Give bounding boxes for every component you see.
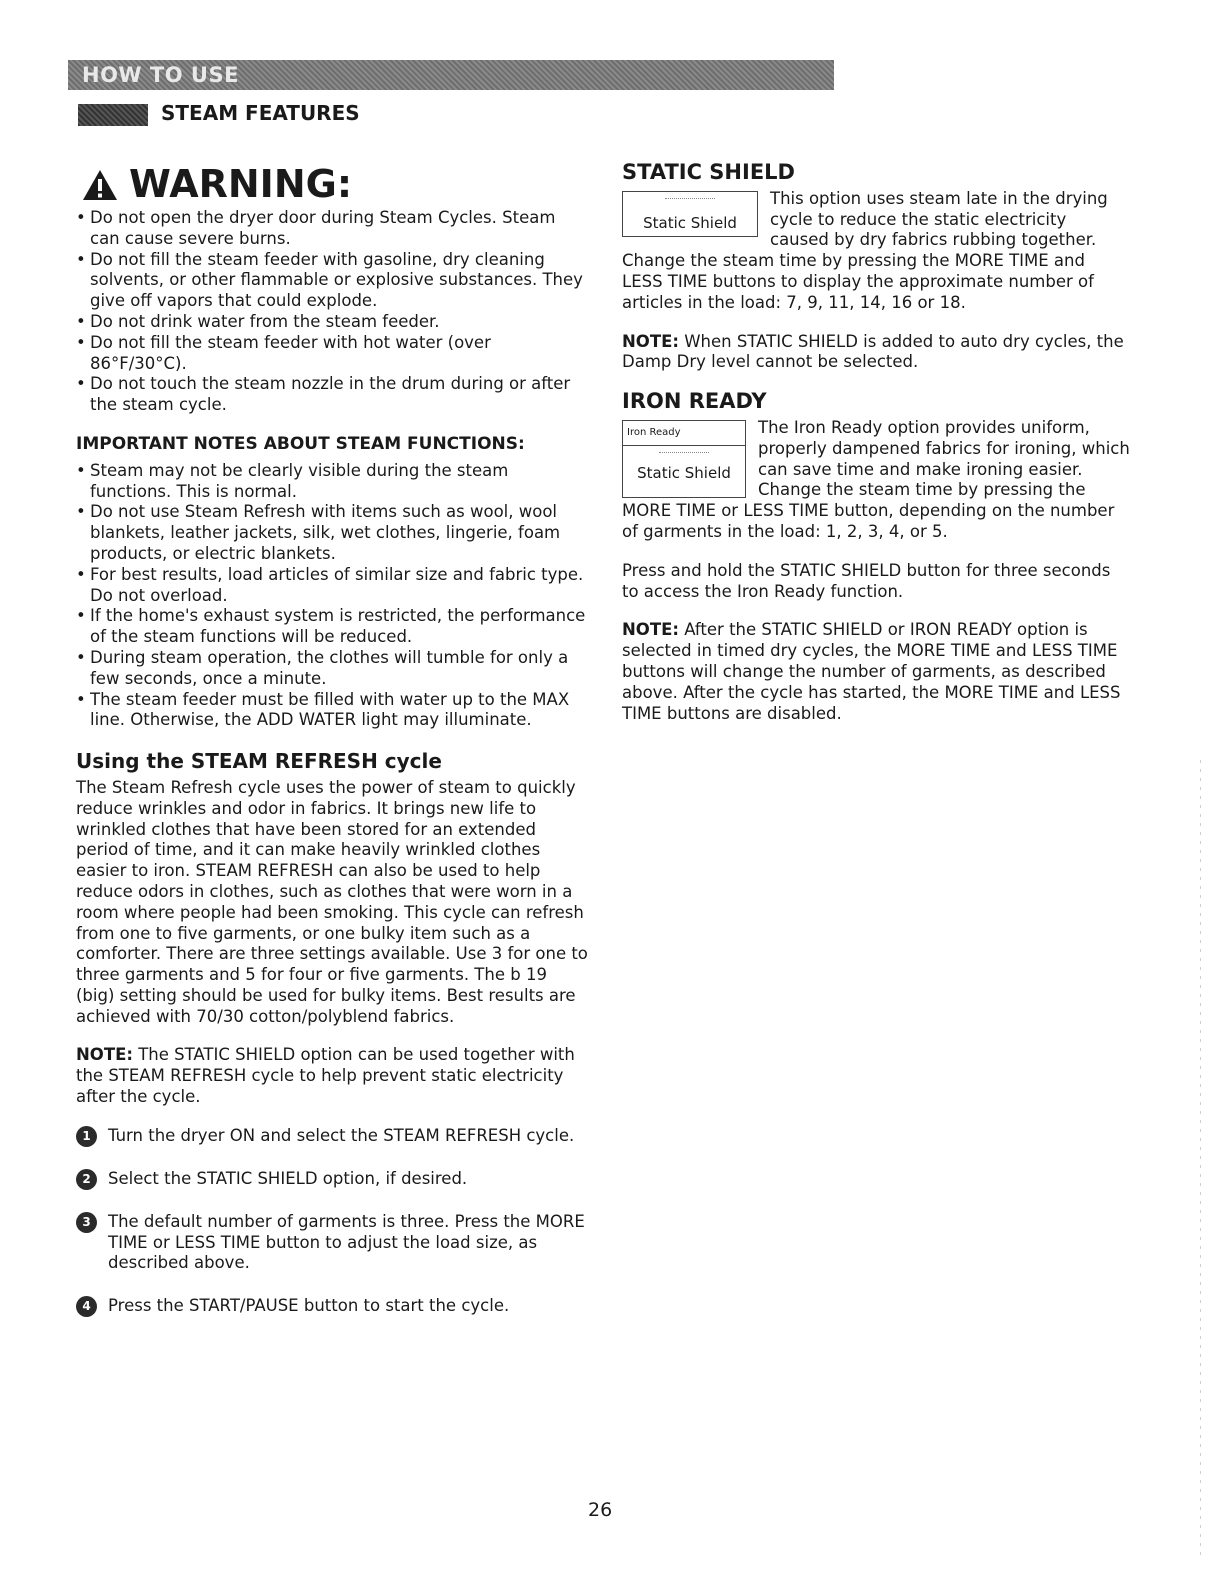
right-column — [622, 162, 1130, 724]
important-note-item: • For best results, load articles of similar size and fabric type. Do not overload. — [76, 565, 588, 607]
static-shield-button-label: Static Shield — [637, 463, 731, 482]
static-shield-heading: STATIC SHIELD — [622, 160, 795, 184]
step-number-icon: 4 — [76, 1296, 97, 1317]
step-text: Turn the dryer ON and select the STEAM REFRESH cycle. — [108, 1125, 575, 1145]
step-number-icon: 3 — [76, 1212, 97, 1233]
note-text: The STATIC SHIELD option can be used together with the STEAM REFRESH cycle to help prevent static electricity after the cycle. — [76, 1045, 575, 1107]
steam-refresh-heading: Using the STEAM REFRESH cycle — [76, 749, 442, 774]
steam-refresh-note — [76, 1045, 588, 1107]
step-item — [76, 1126, 588, 1147]
iron-ready-note — [622, 620, 1130, 724]
step-text: Press the START/PAUSE button to start the cycle. — [108, 1296, 510, 1316]
static-shield-button-label: Static Shield — [643, 213, 737, 232]
steam-refresh-steps — [76, 1126, 588, 1317]
important-note-item: • Steam may not be clearly visible during the steam functions. This is normal. — [76, 461, 588, 503]
left-column — [76, 208, 588, 1339]
important-note-item: • If the home's exhaust system is restricted, the performance of the steam functions will be reduced. — [76, 606, 588, 648]
steam-refresh-body: The Steam Refresh cycle uses the power of steam to quickly reduce wrinkles and odor in fabrics. It brings new life to wrinkled clothes that have been stored for an extended period of time, and it can make heavily wrinkled clothes easier to iron. STEAM REFRESH can also be used to help reduce odors in clothes, such as clothes that were worn in a room where people had been smoking. This cycle can refresh from one to five garments, or one bulky item such as a comforter. There are three settings available. Use 3 for one to three garments and 5 for four or five garments. The b 19 (big) setting should be used for bulky items. Best results are achieved with 70/30 cotton/polyblend fabrics. — [76, 777, 588, 1026]
warning-item: • Do not fill the steam feeder with hot water (over 86°F/30°C). — [76, 333, 588, 375]
step-item — [76, 1169, 588, 1190]
static-shield-button-image — [622, 191, 758, 237]
indicator-light — [665, 198, 715, 200]
step-number-icon: 1 — [76, 1126, 97, 1147]
important-notes-list — [76, 461, 588, 731]
important-note-item: • During steam operation, the clothes will tumble for only a few seconds, once a minute. — [76, 648, 588, 690]
warning-title: WARNING: — [129, 162, 353, 206]
scan-artifact — [1200, 760, 1201, 1560]
warning-triangle-icon — [81, 168, 119, 202]
header-banner — [68, 60, 834, 90]
note-label: NOTE: — [622, 620, 679, 640]
iron-ready-heading: IRON READY — [622, 389, 767, 414]
step-text: Select the STATIC SHIELD option, if desired. — [108, 1168, 468, 1188]
note-label: NOTE: — [76, 1045, 133, 1065]
iron-ready-button-image — [622, 420, 746, 498]
indicator-light — [659, 452, 709, 454]
warning-item: • Do not fill the steam feeder with gasoline, dry cleaning solvents, or other flammable or explosive substances. They give off vapors that could explode. — [76, 250, 588, 312]
iron-ready-body-2: Press and hold the STATIC SHIELD button for three seconds to access the Iron Ready function. — [622, 560, 1111, 601]
iron-ready-body: The Iron Ready option provides uniform, properly dampened fabrics for ironing, which can save time and make ironing easier. Change the steam time by pressing the MORE TIME or LESS TIME button, depending on the number of garments in the load: 1, 2, 3, 4, or 5. — [622, 417, 1130, 541]
note-label: NOTE: — [622, 331, 679, 351]
warning-item: • Do not drink water from the steam feeder. — [76, 312, 588, 333]
section-marker — [78, 104, 148, 126]
warning-item: • Do not touch the steam nozzle in the drum during or after the steam cycle. — [76, 374, 588, 416]
static-shield-note — [622, 332, 1130, 374]
important-notes-heading: IMPORTANT NOTES ABOUT STEAM FUNCTIONS: — [76, 433, 525, 454]
important-note-item: • The steam feeder must be filled with water up to the MAX line. Otherwise, the ADD WATER light may illuminate. — [76, 690, 588, 732]
step-item — [76, 1212, 588, 1274]
warning-list — [76, 208, 588, 416]
section-title: STEAM FEATURES — [161, 101, 360, 125]
step-number-icon: 2 — [76, 1169, 97, 1190]
iron-ready-label: Iron Ready — [623, 421, 745, 446]
page-number: 26 — [588, 1499, 613, 1521]
warning-item: • Do not open the dryer door during Steam Cycles. Steam can cause severe burns. — [76, 208, 588, 250]
note-text: After the STATIC SHIELD or IRON READY option is selected in timed dry cycles, the MORE TIME and LESS TIME buttons will change the number of garments, as described above. After the cycle has started, the MORE TIME and LESS TIME buttons are disabled. — [622, 620, 1121, 723]
static-shield-body: This option uses steam late in the drying cycle to reduce the static electricity caused by dry fabrics rubbing together. Change the steam time by pressing the MORE TIME and LESS TIME buttons to display the approximate number of articles in the load: 7, 9, 11, 14, 16 or 18. — [622, 188, 1108, 312]
banner-title: HOW TO USE — [82, 63, 239, 87]
note-text: When STATIC SHIELD is added to auto dry cycles, the Damp Dry level cannot be selected. — [622, 331, 1124, 372]
step-item — [76, 1296, 588, 1317]
important-note-item: • Do not use Steam Refresh with items such as wool, wool blankets, leather jackets, silk, wet clothes, lingerie, foam products, or electric blankets. — [76, 502, 588, 564]
step-text: The default number of garments is three. Press the MORE TIME or LESS TIME button to adjust the load size, as described above. — [108, 1211, 585, 1273]
